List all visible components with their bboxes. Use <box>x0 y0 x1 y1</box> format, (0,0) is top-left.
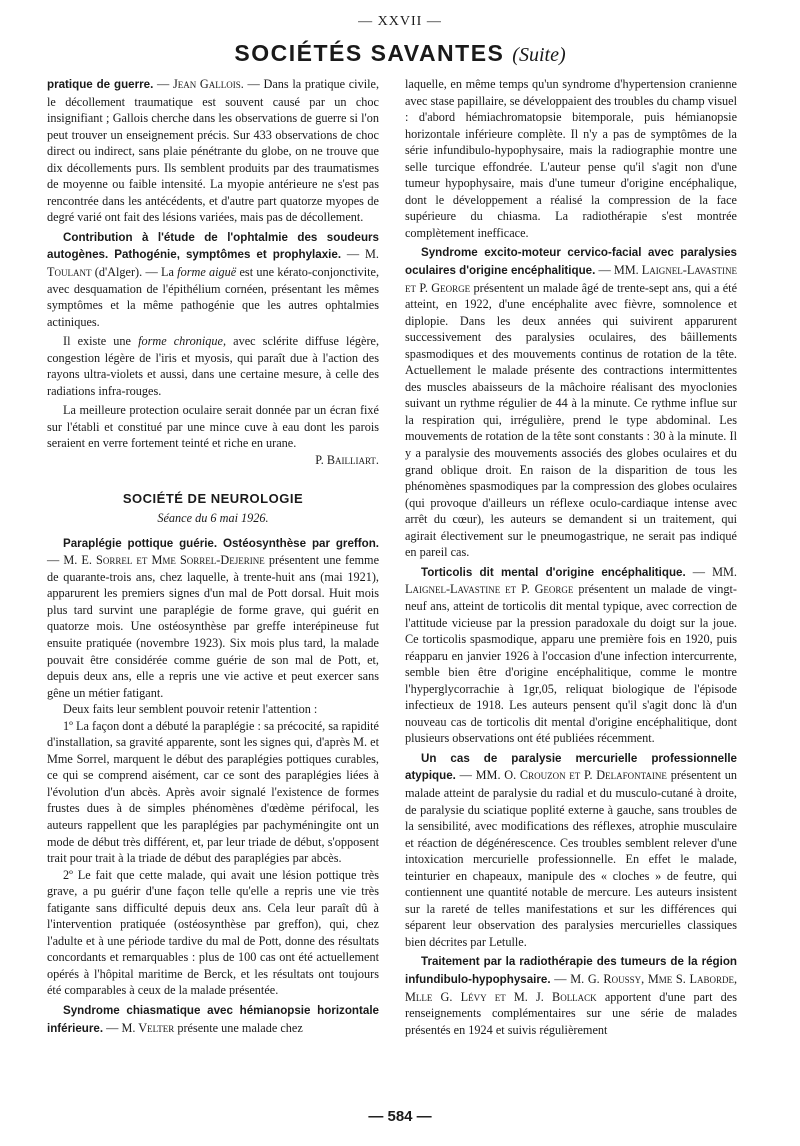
paragraph-text: Deux faits leur semblent pouvoir retenir l'attention : <box>63 702 318 717</box>
article-author: MM. Laignel-Lavastine et P. George <box>405 263 738 295</box>
article-heading: Traitement par la radiothérapie des tumeurs de la région infundibulo-hypophysaire. <box>405 955 737 986</box>
paragraph <box>47 402 379 452</box>
article-author: M. E. Sorrel et Mme Sorrel-Dejerine <box>63 553 265 568</box>
paragraph: Syndrome chiasmatique avec hémianopsie horizontale inférieure. — M. Velter présente une malade chez <box>47 1003 379 1035</box>
running-title: SOCIÉTÉS SAVANTES <box>234 40 505 66</box>
paragraph: Syndrome excito-moteur cervico-facial avec paralysies oculaires d'origine encéphalitique. — MM. Laignel-Lavastine et P. George présentent un malade âgé de trente-sept ans, qui a été atteint, en 1922, d'une encéphalite avec fièvre, somnolence et diplopie. Dans les deux années qui suivirent apparurent successivement des paralysies oculaires, des bâillements spasmodiques et des mouvements continus de rotation de la tête. Actuellement le malade présente des contractions intermittentes des muscles abaisseurs de la mâchoire réalisant des myoclonies suivant un rythme régulier de 44 à la minute. Ce rythme influe sur la respiration qui, irrégulière, prend le type abdominal. Les mouvements de rotation de la tête sont constants : 30 à la minute. Il y a paralysie des mouvements associés des globes oculaires et du grand oblique droit. En raison de la disparition de tous les phénomènes spasmodiques par la compression des globes oculaires (qui provoque d'ailleurs un réflexe oculo-cardiaque intense avec arrêt du cœur), les auteurs se demandent si un traitement, qui agirait électivement sur le pneumogastrique, ne serait pas indiqué en pareil cas. <box>405 246 738 560</box>
article-author: M. G. Roussy, Mme S. Laborde, Mlle G. Lévy et M. J. Bollack <box>405 971 738 1004</box>
paragraph-text: apportent d'une part des renseignements complémentaires sur une série de malades présentés en 1924 et suivis régulièrement <box>405 989 737 1037</box>
paragraph <box>47 333 379 399</box>
article-heading: Un cas de paralysie mercurielle professionnelle atypique. <box>405 751 737 783</box>
paragraph-text: présente une malade chez <box>177 1020 303 1035</box>
article-author: Jean Gallois. <box>172 77 244 91</box>
running-head <box>0 40 800 67</box>
article-heading: Paraplégie pottique guérie. Ostéosynthèse par greffon. <box>63 536 379 550</box>
paragraph-text: 1º La façon dont a débuté la paraplégie : sa précocité, sa rapidité d'installation, sa gravité apparente, sont les signes qui, d'après M. et Mme Sorrel, marquent le début des paraplégies pottiques curables, ce qui se comprend aisément, car ce sont des paraplégies liées à l'évolution d'un abcès. Après avoir signalé l'existence de formes frustes dues à de simples phénomènes d'œdème périfocal, les auteurs rappellent que les paraplégies par pachyméningite ont un mode de début très différent, et, par leur triade de début, s'opposent trait pour trait à la triade de début des paraplégies par abcès. <box>47 718 379 866</box>
italic-term: forme chronique, <box>138 334 227 349</box>
page-number: — 584 — <box>368 1108 432 1125</box>
article-heading: pratique de guerre. <box>47 78 154 91</box>
paragraph <box>47 867 379 999</box>
paragraph: Un cas de paralysie mercurielle professionnelle atypique. — MM. O. Crouzon et P. Delafontaine présentent un malade atteint de paralysie du radial et du musculo-cutané à droite, de paralysie du sciatique poplité externe à gauche, sans troubles de la sensibilité, avec modifications des réflexes, atrophie musculaire et réaction de dégénérescence. Ces troubles semblent relever d'une intoxication mercurielle professionnelle. En effet le malade, teinturier en chapeaux, manipule des « cloches » de feutre, qui contiennent une quantité notable de mercure. Les auteurs insistent sur la rareté de telles manifestations et sur les différences qui séparent leur observation des paralysies mercurielles classiques bien décrites par Letulle. <box>405 751 738 949</box>
running-suite: (Suite) <box>512 44 566 66</box>
paragraph-text: La <box>160 265 174 280</box>
paragraph-text: présentent un malade atteint de paralysie du radial et du musculo-cutané à droite, de paralysie du sciatique poplité externe à gauche, sans troubles de la sensibilité, avec modifications des réflexes, atrophie musculaire et réaction de dégénérescence. Ces troubles semblent relever d'une intoxication mercurielle professionnelle. En effet le malade, teinturier en chapeaux, manipule des « cloches » de feutre, qui contiennent une quantité notable de mercure. Les auteurs insistent sur la rareté de telles manifestations et sur les différences qui séparent leur observation des paralysies mercurielles classiques bien décrites par Letulle. <box>405 768 738 949</box>
section-title: SOCIÉTÉ DE NEUROLOGIE <box>122 490 304 506</box>
paragraph: Traitement par la radiothérapie des tumeurs de la région infundibulo-hypophysaire. — M. G. Roussy, Mme S. Laborde, Mlle G. Lévy et M. J. Bollack apportent d'une part des renseignements complémentaires sur une série de malades présentés en 1924 et suivis régulièrement <box>405 955 738 1037</box>
article-author: MM. Laignel-Lavastine et P. George <box>405 564 737 597</box>
paragraph-text: est une kérato-conjonctivite, avec desquamation de l'épithélium cornéen, présentant les mêmes symptômes et la même pathogénie que les autres ophtalmies actiniques. <box>47 265 380 329</box>
paragraph-text: présentent une femme de quarante-trois ans, chez laquelle, à trente-huit ans (mai 1921), apparurent les premiers signes d'un mal de Pott dorsal. Huit mois plus tard survint une paraplégie de forme grave, qui guérit en quatorze mois. Une ostéosynthèse par greffe interépineuse fut ensuite pratiquée (novembre 1923). Six mois plus tard, la malade pouvait être considérée comme guérie de son mal de Pott, et, depuis deux ans, elle a repris une vie active et peut exercer sans gêne un métier fatigant. <box>47 553 380 700</box>
paragraph <box>47 718 379 867</box>
paragraph-text: Il existe une <box>63 334 131 349</box>
paragraph-text: avec sclérite diffuse légère, congestion légère de l'iris et myosis, qui paraît due à l'action des rayons ultra-violets et aussi, dans une certaine mesure, à celle des radiations infra-rouges. <box>47 334 380 398</box>
article-author: MM. O. Crouzon et P. Delafontaine <box>475 768 667 783</box>
article-author: M. Velter <box>121 1020 175 1035</box>
article-author: M. Toulant <box>47 247 379 280</box>
paragraph-text: 2º Le fait que cette malade, qui avait une lésion pottique très grave, a pu guérir d'une façon telle qu'elle a repris une vie très fatigante sans difficulté depuis deux ans. Cela leur paraît dû à l'intervention pratiquée (ostéosynthèse par greffon), qui, chez l'adulte et à une période tardive du mal de Pott, donne des résultats concordants et remarquables : plus de 100 cas ont été actuellement opérés à l'hôpital maritime de Berck, et les résultats ont toujours été comparables à ceux de la malade présentée. <box>47 867 379 998</box>
signature: P. Bailliart. <box>315 453 379 468</box>
paragraph <box>47 701 379 718</box>
article-heading: Syndrome chiasmatique avec hémianopsie horizontale inférieure. <box>47 1003 379 1035</box>
paragraph: Torticolis dit mental d'origine encéphalitique. — MM. Laignel-Lavastine et P. George présentent un malade de vingt-neuf ans, atteint de torticolis dit mental typique, avec correction de l'attitude vicieuse par la pression paradoxale du doigt sur la joue. Ce torticolis spasmodique, apparu une première fois en 1920, puis réapparu en janvier 1926 à l'occasion d'une infection intercurrente, semble bien être d'origine encéphalitique, comme le montre l'hyperglycorrachie à 1gr,05, reliquat biologique de l'épisode infectieux de 1918. Les auteurs pensent qu'il s'agit donc là d'un nouveau cas de torticolis dit mental d'origine encéphalitique, dont plusieurs observations ont été publiées récemment. <box>405 564 737 746</box>
paragraph-text: présentent un malade âgé de trente-sept ans, qui a été atteint, en 1922, d'une encéphalite avec fièvre, somnolence et diplopie. Dans les deux années qui suivirent apparurent successivement des paralysies oculaires, des bâillements spasmodiques et des mouvements continus de rotation de la tête. Actuellement le malade présente des contractions intermittentes des muscles abaisseurs de la mâchoire réalisant des myoclonies suivant un rythme régulier de 44 à la minute. Ce rythme influe sur la respiration qui, irrégulière, prend le type abdominal. Les mouvements de rotation de la tête sont constants : 30 à la minute. Il y a paralysie des mouvements associés des globes oculaires et du grand oblique droit. En raison de la disparition de tous les phénomènes spasmodiques par la compression des globes oculaires (qui provoque d'ailleurs un réflexe oculo-cardiaque intense avec arrêt du cœur), les auteurs se demandent si un traitement, qui agirait électivement sur le pneumogastrique, ne serait pas indiqué en pareil cas. <box>405 280 738 560</box>
italic-term: forme aiguë <box>177 265 237 280</box>
paragraph-text: présentent un malade de vingt-neuf ans, atteint de torticolis dit mental typique, avec correction de l'attitude vicieuse par la pression paradoxale du doigt sur la joue. Ce torticolis spasmodique, apparu une première fois en 1920, puis réapparu en janvier 1926 à l'occasion d'une infection intercurrente, semble bien être d'origine encéphalitique, comme le montre l'hyperglycorrachie à 1gr,05, reliquat biologique de l'épisode infectieux de 1918. Les auteurs pensent qu'il s'agit donc là d'un nouveau cas de torticolis dit mental d'origine encéphalitique, dont plusieurs observations ont été publiées récemment. <box>405 582 737 746</box>
roman-folio: — XXVII — <box>358 14 442 29</box>
paragraph: Paraplégie pottique guérie. Ostéosynthèse par greffon. — M. E. Sorrel et Mme Sorrel-Dejerine présentent une femme de quarante-trois ans, chez laquelle, à trente-huit ans (mai 1921), apparurent les premiers signes d'un mal de Pott dorsal. Huit mois plus tard survint une paraplégie de forme grave, qui guérit en quatorze mois. Une ostéosynthèse par greffe interépineuse fut ensuite pratiquée (novembre 1923). Six mois plus tard, la malade pouvait être considérée comme guérie de son mal de Pott, et, depuis deux ans, elle a repris une vie active et peut exercer sans gêne un métier fatigant. <box>47 536 380 700</box>
left-column <box>47 76 379 1037</box>
article-heading: Torticolis dit mental d'origine encéphalitique. <box>421 565 686 579</box>
paragraph: pratique de guerre. — Jean Gallois. — Dans la pratique civile, le décollement traumatique est souvent causé par un choc insignifiant ; Gallois cherche dans les observations de guerre si l'on peut trouver un enseignement précis. Sur 433 observations de choc direct ou indirect, sans plaie pénétrante du globe, on ne trouve que dix décollements purs. Ils semblent produits par des traumatismes de moyenne ou faible intensité. La myopie antérieure ne s'est pas rencontrée dans les antécédents, et d'autre part quatorze myopes de degré varié ont fait des lésions variées, mais pas de décollement. <box>47 77 380 225</box>
right-column <box>405 76 737 1038</box>
paragraph-text: Dans la pratique civile, le décollement traumatique est souvent causé par un choc insignifiant ; Gallois cherche dans les observations de guerre si l'on peut trouver un enseignement précis. Sur 433 observations de choc direct ou indirect, sans plaie pénétrante du globe, on ne trouve que dix décollements purs. Ils semblent produits par des traumatismes de moyenne ou faible intensité. La myopie antérieure ne s'est pas rencontrée dans les antécédents, et d'autre part quatorze myopes de degré varié ont fait des lésions variées, mais pas de décollement. <box>47 77 380 225</box>
session-date: Séance du 6 mai 1926. <box>157 511 269 526</box>
paragraph-text: laquelle, en même temps qu'un syndrome d'hypertension cranienne avec stase papillaire, se développaient des troubles du champ visuel : d'abord hémiachromatopsie bitemporale, puis hémianopsie horizontale inférieure complète. Il n'y a pas de symptômes de la série infundibulo-hypophysaire, mais la radiographie montre une selle turcique effondrée. L'auteur pense qu'il s'agit non d'une tumeur hypophysaire, mais d'une tumeur d'origine encéphalique, dont le développement a réalisé la compression de la face supérieure du chiasma. La radiothérapie s'est montrée complètement inefficace. <box>405 77 738 240</box>
article-heading: Contribution à l'étude de l'ophtalmie des soudeurs autogènes. Pathogénie, symptômes et prophylaxie. <box>47 230 379 262</box>
paragraph: Contribution à l'étude de l'ophtalmie des soudeurs autogènes. Pathogénie, symptômes et prophylaxie. — M. Toulant (d'Alger). — La forme aiguë est une kérato-conjonctivite, avec desquamation de l'épithélium cornéen, présentant les mêmes symptômes et la même pathogénie que les autres ophtalmies actiniques. <box>47 230 380 329</box>
paragraph <box>405 76 737 241</box>
author-place: (d'Alger). <box>94 265 143 280</box>
article-heading: Syndrome excito-moteur cervico-facial avec paralysies oculaires d'origine encéphalitique. <box>405 246 737 278</box>
paragraph-text: La meilleure protection oculaire serait donnée par un écran fixé sur l'établi et constitué par une mince cuve à eau dont les parois seraient en verre fortement teinté et riche en urane. <box>47 403 379 451</box>
